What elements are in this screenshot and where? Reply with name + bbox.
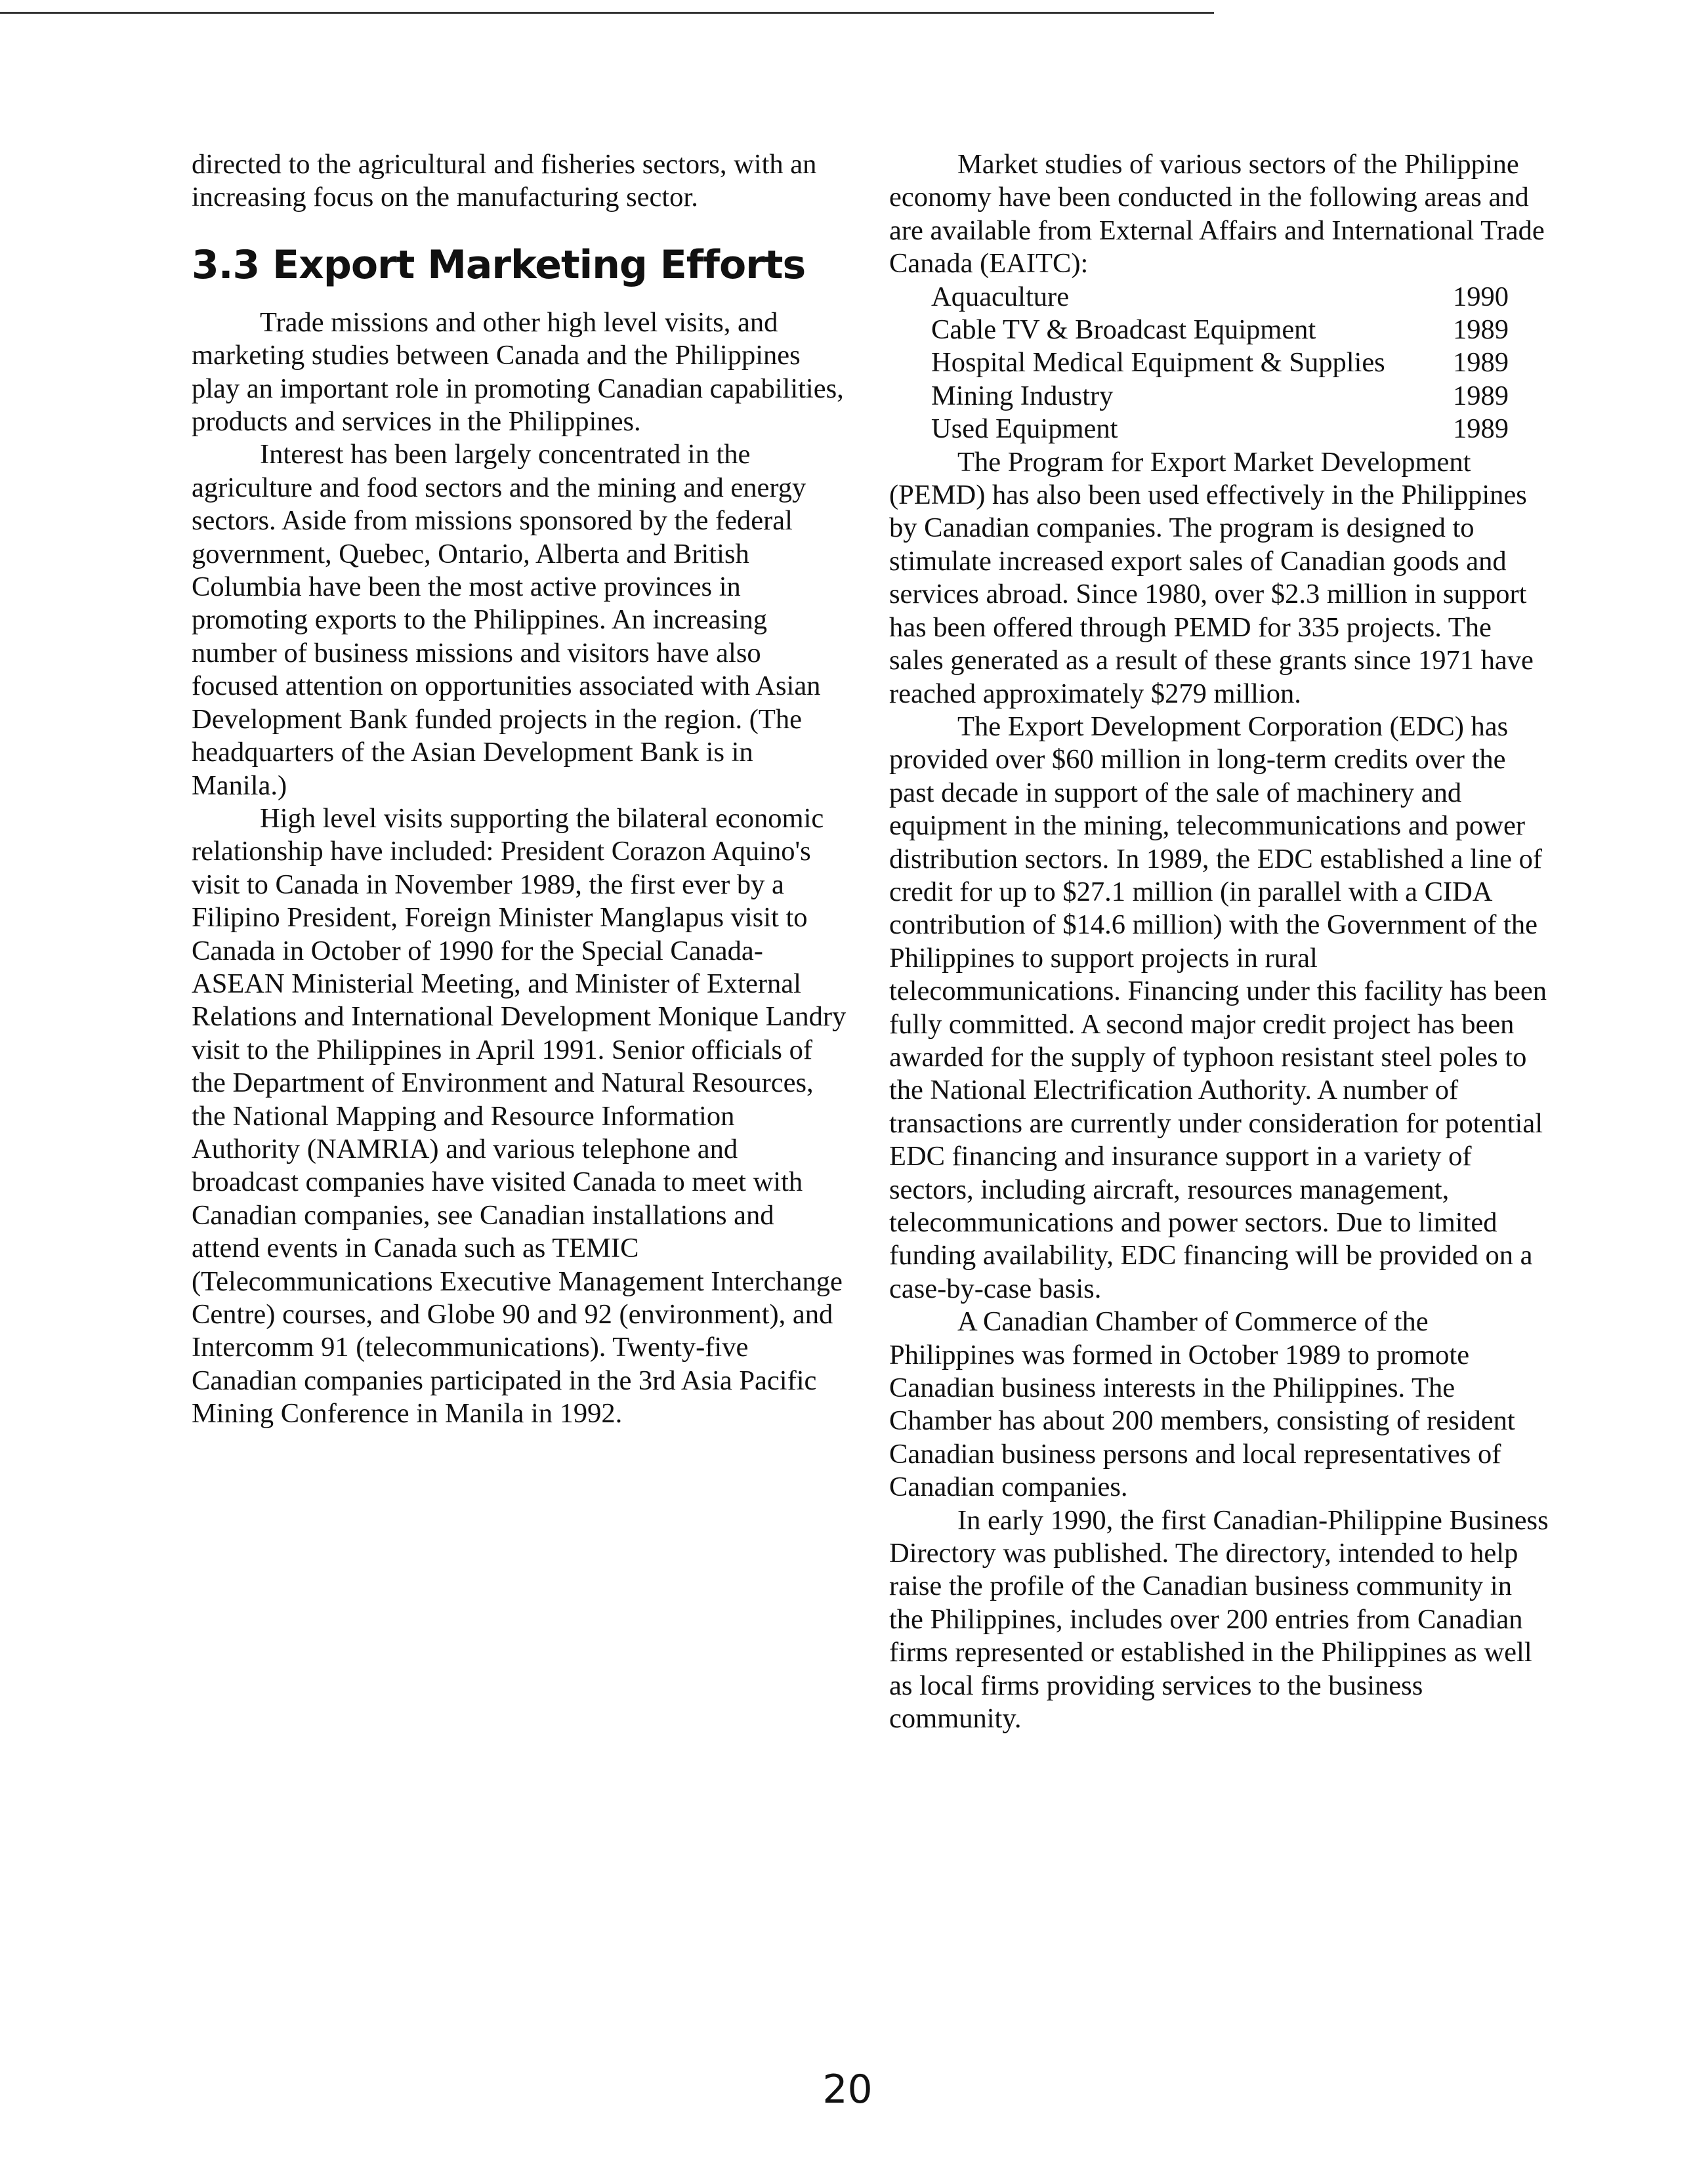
paragraph-market-studies: Market studies of various sectors of the Philippine economy have been conducted in the following areas and are available from External Affairs and International Trade Canada (EAITC): — [889, 149, 1545, 279]
study-year: 1990 — [1453, 281, 1509, 312]
study-year: 1989 — [1453, 314, 1509, 346]
study-year: 1989 — [1453, 347, 1509, 379]
paragraph-trade-missions: Trade missions and other high level visits, and marketing studies between Canada and the Philippines play an important role in promoting Canadian capabilities, products and services in the Philippines. — [192, 306, 844, 438]
list-item — [931, 346, 1509, 379]
paragraph-directory: In early 1990, the first Canadian-Philippine Business Directory was published. The directory, intended to help raise the profile of the Canadian business community in the Philippines, includes over 200 entries from Canadian firms represented or established in the Philippines as well as local firms providing services to the business community. — [889, 1504, 1549, 1735]
section-heading: 3.3 Export Marketing Efforts — [192, 241, 806, 288]
study-sector: Mining Industry — [931, 380, 1114, 411]
left-column — [192, 148, 848, 1431]
study-year: 1989 — [1453, 413, 1509, 445]
intro-fragment: directed to the agricultural and fisheries sectors, with an increasing focus on the manufacturing sector. — [192, 149, 817, 213]
list-item — [931, 380, 1509, 413]
study-sector: Cable TV & Broadcast Equipment — [931, 314, 1316, 346]
study-year: 1989 — [1453, 380, 1509, 411]
list-item — [931, 314, 1509, 346]
page-number: 20 — [822, 2067, 873, 2112]
study-sector: Aquaculture — [931, 281, 1070, 312]
study-sector: Used Equipment — [931, 413, 1118, 445]
paragraph-interest: Interest has been largely concentrated in the agriculture and food sectors and the mining and energy sectors. Aside from missions sponsored by the federal government, Quebec, Ontario, Alberta and British Columbia have been the most active provinces in promoting exports to the Philippines. An increasing number of business missions and visitors have also focused attention on opportunities associated with Asian Development Bank funded projects in the region. (The headquarters of the Asian Development Bank is in Manila.) — [192, 439, 821, 801]
list-item — [931, 281, 1509, 314]
study-sector: Hospital Medical Equipment & Supplies — [931, 347, 1385, 379]
paragraph-edc: The Export Development Corporation (EDC) has provided over $60 million in long-term credits over the past decade in support of the sale of machinery and equipment in the mining, telecommunications and power distribution sectors. In 1989, the EDC established a line of credit for up to $27.1 million (in parallel with a CIDA contribution of $14.6 million) with the Government of the Philippines to support projects in rural telecommunications. Financing under this facility has been fully committed. A second major credit project has been awarded for the supply of typhoon resistant steel poles to the National Electrification Authority. A number of transactions are currently under consideration for potential EDC financing and insurance support in a variety of sectors, including aircraft, resources management, telecommunications and power sectors. Due to limited funding availability, EDC financing will be provided on a case-by-case basis. — [889, 711, 1547, 1304]
paragraph-pemd: The Program for Export Market Development (PEMD) has also been used effectively in the Philippines by Canadian companies. The program is designed to stimulate increased export sales of Canadian goods and services abroad. Since 1980, over $2.3 million in support has been offered through PEMD for 335 projects. The sales generated as a result of these grants since 1971 have reached approximately $279 million. — [889, 446, 1534, 709]
list-item — [931, 413, 1509, 445]
right-column — [889, 148, 1552, 1736]
paragraph-high-level-visits: High level visits supporting the bilateral economic relationship have included: President Corazon Aquino's visit to Canada in November 1989, the first ever by a Filipino President, Foreign Minister Manglapus visit to Canada in October of 1990 for the Special Canada-ASEAN Ministerial Meeting, and Minister of External Relations and International Development Monique Landry visit to the Philippines in April 1991. Senior officials of the Department of Environment and Natural Resources, the National Mapping and Resource Information Authority (NAMRIA) and various telephone and broadcast companies have visited Canada to meet with Canadian companies, see Canadian installations and attend events in Canada such as TEMIC (Telecommunications Executive Management Interchange Centre) courses, and Globe 90 and 92 (environment), and Intercomm 91 (telecommunications). Twenty-five Canadian companies participated in the 3rd Asia Pacific Mining Conference in Manila in 1992. — [192, 802, 847, 1430]
top-rule — [0, 12, 1214, 14]
paragraph-chamber: A Canadian Chamber of Commerce of the Philippines was formed in October 1989 to promote Canadian business interests in the Philippines. The Chamber has about 200 members, consisting of resident Canadian business persons and local representatives of Canadian companies. — [889, 1306, 1515, 1503]
market-studies-list — [931, 281, 1509, 446]
